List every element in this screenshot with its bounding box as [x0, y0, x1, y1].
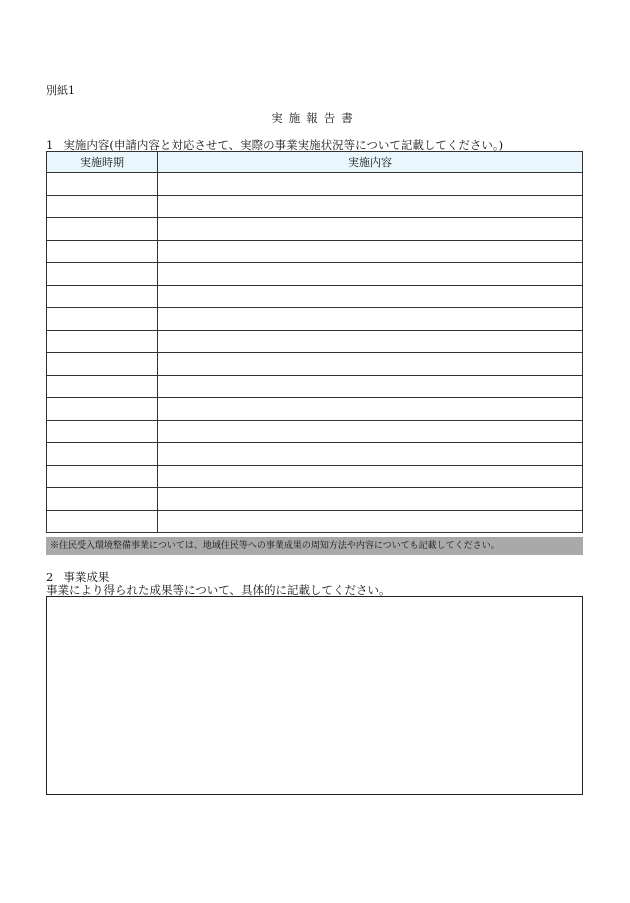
section-1-text: 実施内容(申請内容と対応させて、実際の事業実施状況等について記載してください。)	[63, 138, 504, 152]
period-cell[interactable]	[47, 443, 158, 466]
table-body	[47, 173, 583, 533]
content-cell[interactable]	[158, 420, 583, 443]
content-cell[interactable]	[158, 330, 583, 353]
table-row	[47, 263, 583, 286]
section-2-number: 2	[46, 570, 54, 584]
content-cell[interactable]	[158, 263, 583, 286]
period-cell[interactable]	[47, 263, 158, 286]
table-row	[47, 510, 583, 533]
table-row	[47, 330, 583, 353]
content-cell[interactable]	[158, 240, 583, 263]
section-2-instruction: 事業により得られた成果等について、具体的に記載してください。	[46, 583, 391, 597]
table-row	[47, 398, 583, 421]
section-1-number: 1	[46, 138, 54, 152]
table-row	[47, 353, 583, 376]
table-row	[47, 240, 583, 263]
period-cell[interactable]	[47, 218, 158, 241]
table-row	[47, 308, 583, 331]
table-row	[47, 443, 583, 466]
content-cell[interactable]	[158, 218, 583, 241]
table-row	[47, 195, 583, 218]
content-cell[interactable]	[158, 443, 583, 466]
period-cell[interactable]	[47, 510, 158, 533]
period-cell[interactable]	[47, 420, 158, 443]
period-cell[interactable]	[47, 353, 158, 376]
content-cell[interactable]	[158, 195, 583, 218]
section-2-text: 事業成果	[63, 570, 110, 584]
content-cell[interactable]	[158, 173, 583, 196]
period-cell[interactable]	[47, 308, 158, 331]
content-cell[interactable]	[158, 308, 583, 331]
content-cell[interactable]	[158, 375, 583, 398]
table-row	[47, 218, 583, 241]
period-cell[interactable]	[47, 195, 158, 218]
results-box[interactable]	[46, 596, 583, 795]
col-header-content: 実施内容	[158, 152, 583, 173]
table-row	[47, 375, 583, 398]
implementation-table	[46, 151, 583, 533]
document-title: 実施報告書	[271, 111, 359, 125]
content-cell[interactable]	[158, 488, 583, 511]
annex-label: 別紙1	[46, 84, 75, 97]
period-cell[interactable]	[47, 398, 158, 421]
table-row	[47, 173, 583, 196]
period-cell[interactable]	[47, 285, 158, 308]
period-cell[interactable]	[47, 375, 158, 398]
content-cell[interactable]	[158, 285, 583, 308]
content-cell[interactable]	[158, 465, 583, 488]
period-cell[interactable]	[47, 173, 158, 196]
col-header-period: 実施時期	[47, 152, 158, 173]
period-cell[interactable]	[47, 488, 158, 511]
table-row	[47, 285, 583, 308]
table-row	[47, 420, 583, 443]
period-cell[interactable]	[47, 465, 158, 488]
table-row	[47, 465, 583, 488]
content-cell[interactable]	[158, 353, 583, 376]
content-cell[interactable]	[158, 510, 583, 533]
table-header-row	[47, 152, 583, 173]
period-cell[interactable]	[47, 330, 158, 353]
period-cell[interactable]	[47, 240, 158, 263]
table-row	[47, 488, 583, 511]
table-note: ※住民受入環境整備事業については、地域住民等への事業成果の周知方法や内容についても記載してください。	[46, 537, 583, 555]
content-cell[interactable]	[158, 398, 583, 421]
